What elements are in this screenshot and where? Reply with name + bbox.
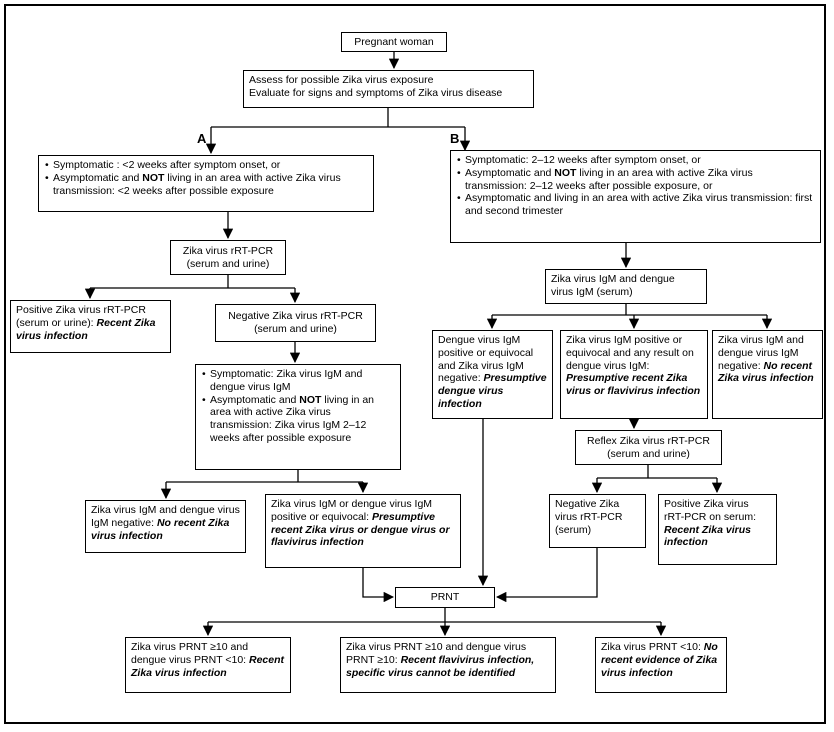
node-text-line: Negative Zika virus rRT-PCR [228,310,363,323]
node-negative-pcr [215,304,376,342]
node-text: Pregnant woman [354,35,434,48]
result-emphasis: Recent Zika virus infection [664,523,751,549]
node-pregnant-woman [341,32,447,52]
node-result-prnt-zika [125,637,291,693]
node-text: PRNT [430,591,460,604]
node-text-line: (serum and urine) [254,323,337,335]
bullet-text: Symptomatic: 2–12 weeks after symptom onset, or [465,154,701,166]
connector [211,108,465,127]
result-text: Zika virus IgM positive or equivocal and any result on dengue virus IgM: [566,334,694,372]
node-result-positive-pcr [10,300,171,353]
result-text: Zika virus IgM or dengue virus IgM positive or equivocal: [271,498,433,523]
bullet-text: Asymptomatic and [210,393,300,406]
bullet-text: living in an area with active Zika virus transmission: 2–12 weeks after possible exposure, or [465,166,753,192]
node-result-prnt-flavivirus [340,637,556,693]
bullet-text: living in an area with active Zika virus transmission: <2 weeks after possible exposure [53,171,341,197]
bullet-item [456,154,815,167]
node-zika-rrtpcr-test [170,240,286,275]
bullet-text: Symptomatic: Zika virus IgM and dengue virus IgM [210,368,363,393]
node-result-prnt-negative [595,637,727,693]
bullet-text: Symptomatic : <2 weeks after symptom onset, or [53,159,281,171]
result-text: Zika virus IgM and dengue virus IgM negative: [91,504,240,529]
bullet-text-bold: NOT [554,166,577,179]
node-text-line: (serum and urine) [607,447,690,460]
result-text: Positive Zika virus rRT-PCR on serum: [664,498,756,523]
result-emphasis: No recent evidence of Zika virus infection [601,641,718,679]
bullet-text-bold: NOT [142,171,165,184]
bullet-item [201,394,395,445]
node-text-line: Zika virus IgM and dengue [551,273,675,285]
result-emphasis: Presumptive dengue virus infection [438,372,547,410]
branch-a-label: A [197,131,207,146]
node-prnt [395,587,495,608]
node-result-zika-igm-positive [560,330,708,419]
node-result-dengue-positive [432,330,553,419]
node-assess-exposure [243,70,534,108]
node-result-igm-positive-a [265,494,461,568]
connector [363,568,393,597]
result-emphasis: Recent flavivirus infection, specific virus cannot be identified [346,653,535,679]
result-emphasis: Presumptive recent Zika virus or dengue virus or flavivirus infection [271,510,450,549]
result-emphasis: Recent Zika virus infection [131,653,285,679]
node-text-line: virus IgM (serum) [551,285,633,298]
result-text: Negative Zika virus rRT-PCR (serum) [555,498,623,536]
branch-b-label: B [450,131,460,146]
node-text-line: Evaluate for signs and symptoms of Zika virus disease [249,86,503,99]
result-text: Positive Zika virus rRT-PCR (serum or urine): [16,304,146,329]
connector [497,548,597,597]
result-emphasis: No recent Zika virus infection [718,359,814,385]
bullet-text: Asymptomatic and living in an area with active Zika virus transmission: first and second trimester [465,192,813,218]
node-text-line: Reflex Zika virus rRT-PCR [587,434,710,447]
bullet-text: living in an area with active Zika virus transmission: Zika virus IgM 2–12 weeks after possible exposure [210,393,374,444]
result-text: Zika virus PRNT ≥10 and dengue virus PRNT <10: [131,641,249,666]
node-criteria-branch-b [450,150,821,243]
result-emphasis: Presumptive recent Zika virus or flavivirus infection [566,372,701,398]
bullet-text: Asymptomatic and [53,171,143,184]
node-result-igm-negative-a [85,500,246,553]
bullet-item [456,192,815,218]
bullet-text: Asymptomatic and [465,166,555,179]
connector [208,608,661,622]
result-text: Zika virus IgM and dengue virus IgM negative: [718,334,804,372]
node-igm-testing-branch-a [195,364,401,470]
bullet-item [456,167,815,193]
result-emphasis: Recent Zika virus infection [16,316,156,342]
connector [597,465,717,478]
node-result-igm-negative-b [712,330,823,419]
bullet-item [44,159,368,172]
node-negative-reflex-pcr [549,494,646,548]
result-text: Zika virus PRNT <10: [601,641,704,653]
bullet-text-bold: NOT [299,393,322,406]
result-emphasis: No recent Zika virus infection [91,516,230,542]
node-criteria-branch-a [38,155,374,212]
node-text-line: Assess for possible Zika virus exposure [249,74,434,86]
node-positive-reflex-pcr [658,494,777,565]
node-reflex-rrtpcr [575,430,722,465]
node-text-line: Zika virus rRT-PCR [182,244,274,257]
bullet-item [44,172,368,198]
node-text-line: (serum and urine) [186,257,270,270]
result-text: Dengue virus IgM positive or equivocal and Zika virus IgM negative: [438,334,534,385]
result-text: Zika virus PRNT ≥10 and dengue virus PRNT ≥10: [346,641,527,666]
connector [166,470,363,482]
connector [90,275,295,288]
bullet-item [201,368,395,394]
connector [492,304,767,315]
node-igm-test-branch-b [545,269,707,304]
